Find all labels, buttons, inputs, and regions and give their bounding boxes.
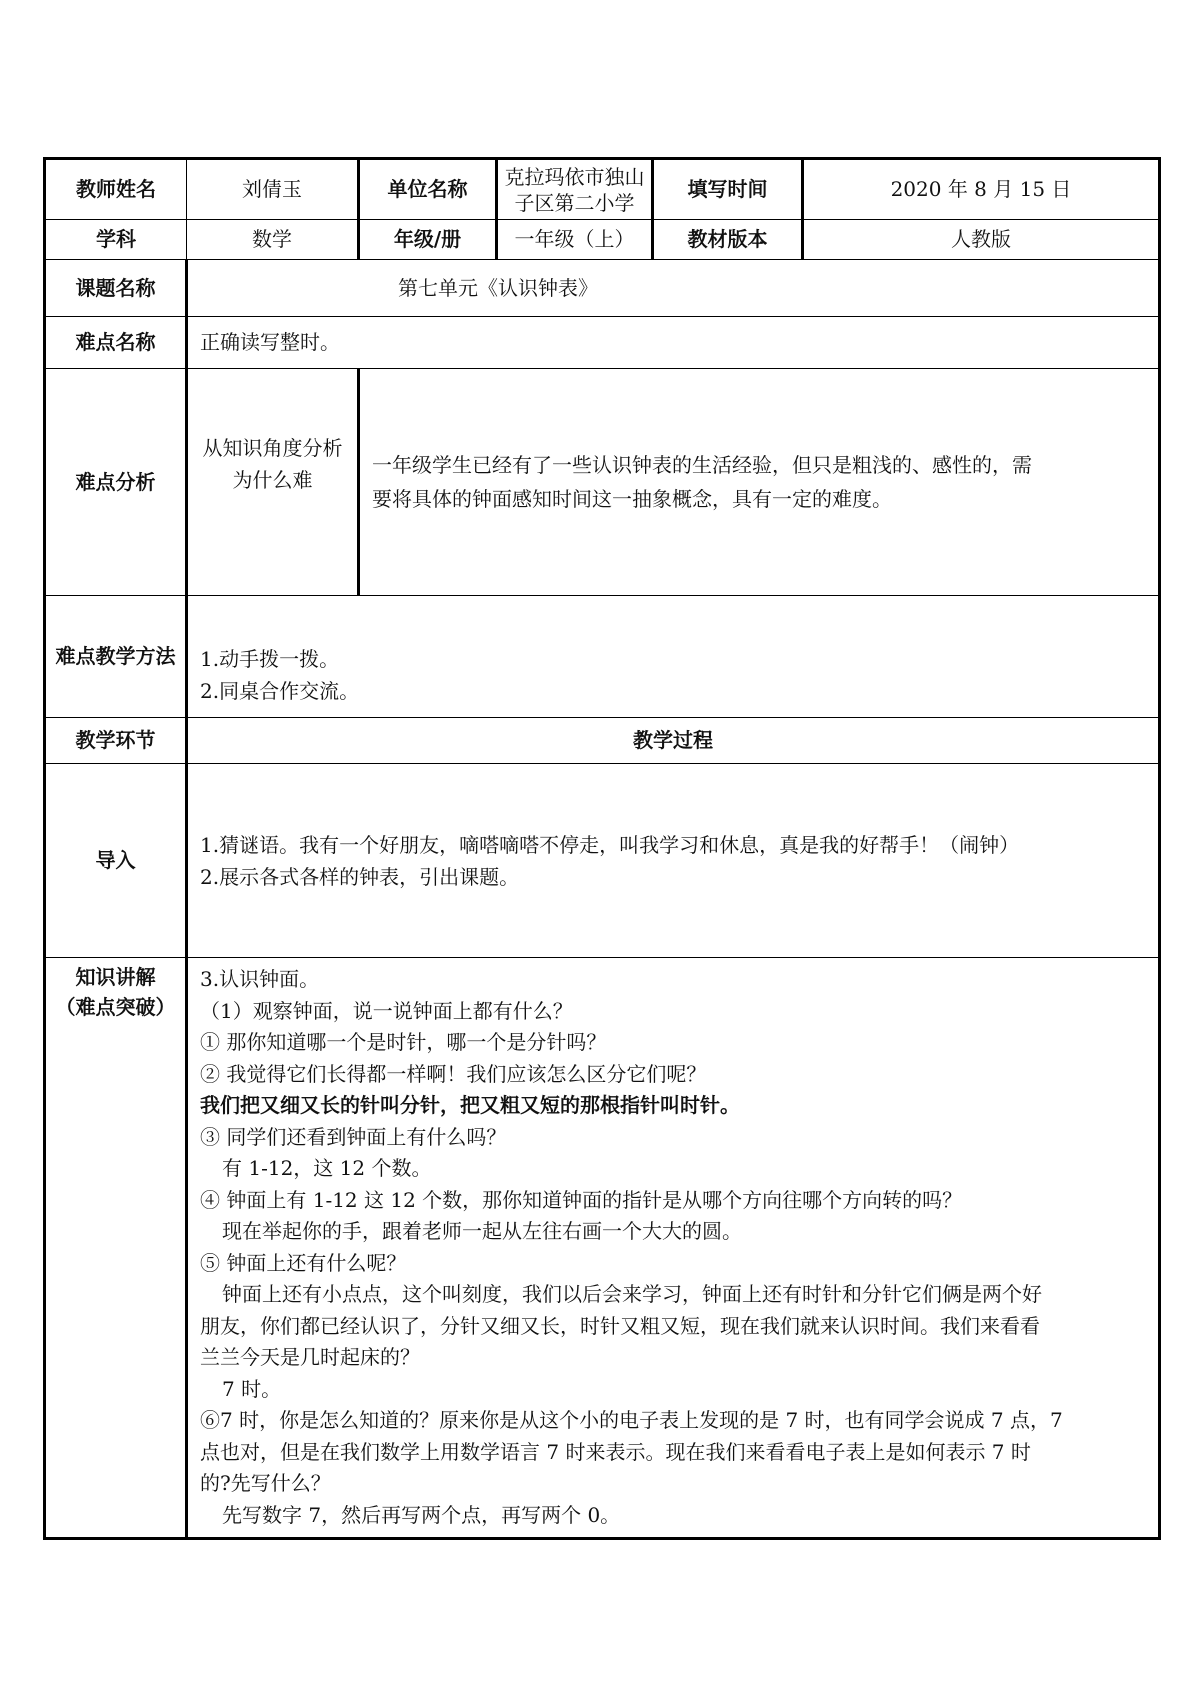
- analysis-sublabel: [187, 369, 359, 596]
- header-row-2: [45, 220, 1160, 260]
- topic-label: 课题名称: [45, 260, 187, 317]
- analysis-row: [45, 369, 1160, 596]
- grade-label: 年级/册: [359, 220, 497, 260]
- intro-line1: 1.猜谜语。我有一个好朋友，嘀嗒嘀嗒不停走，叫我学习和休息，真是我的好帮手！（闹钟）: [200, 832, 1020, 857]
- process-header-row: [45, 718, 1160, 764]
- knowledge-line: 点也对，但是在我们数学上用数学语言 7 时来表示。现在我们来看看电子表上是如何表示 7 时: [200, 1439, 1031, 1464]
- intro-line2: 2.展示各式各样的钟表，引出课题。: [200, 864, 520, 889]
- subject-value: 数学: [187, 220, 359, 260]
- edition-label: 教材版本: [653, 220, 803, 260]
- knowledge-line: ⑥7 时，你是怎么知道的？原来你是从这个小的电子表上发现的是 7 时，也有同学会说成 7 点，7: [200, 1408, 1063, 1432]
- knowledge-line: 3.认识钟面。: [200, 967, 320, 991]
- method-line1: 1.动手拨一拨。: [200, 646, 340, 671]
- unit-value: [497, 159, 653, 220]
- process-header-label: 教学过程: [187, 718, 1160, 764]
- knowledge-line: 我们把又细又长的针叫分针，把又粗又短的那根指针叫时针。: [200, 1093, 740, 1117]
- method-row: [45, 596, 1160, 718]
- unit-value-line1: 克拉玛依市独山: [504, 164, 645, 189]
- analysis-label: 难点分析: [45, 369, 187, 596]
- analysis-text-line2: 要将具体的钟面感知时间这一抽象概念，具有一定的难度。: [372, 487, 892, 511]
- difficulty-label: 难点名称: [45, 317, 187, 369]
- teacher-value: 刘倩玉: [187, 159, 359, 220]
- topic-row: [45, 260, 1160, 317]
- intro-value: [187, 764, 1160, 958]
- teacher-label: 教师姓名: [45, 159, 187, 220]
- analysis-text: [359, 369, 1160, 596]
- date-value: 2020 年 8 月 15 日: [803, 159, 1160, 220]
- topic-value-text: 第七单元《认识钟表》: [398, 275, 598, 300]
- intro-row: [45, 764, 1160, 958]
- knowledge-label: [45, 958, 187, 1539]
- unit-value-line2: 子区第二小学: [514, 190, 635, 215]
- difficulty-row: [45, 317, 1160, 369]
- knowledge-row: [45, 958, 1160, 1539]
- edition-value: 人教版: [803, 220, 1160, 260]
- topic-value: [187, 260, 1160, 317]
- stage-header-label: 教学环节: [45, 718, 187, 764]
- knowledge-line: ⑤ 钟面上还有什么呢？: [200, 1250, 407, 1275]
- unit-label: 单位名称: [359, 159, 497, 220]
- knowledge-line: （1）观察钟面，说一说钟面上都有什么？: [200, 998, 573, 1023]
- grade-value: 一年级（上）: [497, 220, 653, 260]
- knowledge-line: 朋友，你们都已经认识了，分针又细又长，时针又粗又短，现在我们就来认识时间。我们来看看: [200, 1313, 1040, 1338]
- knowledge-line: 的?先写什么？: [200, 1471, 331, 1495]
- lesson-plan-table: [43, 157, 1161, 1540]
- knowledge-line: ④ 钟面上有 1-12 这 12 个数，那你知道钟面的指针是从哪个方向往哪个方向转的吗？: [200, 1187, 963, 1212]
- intro-label: 导入: [45, 764, 187, 958]
- analysis-text-line1: 一年级学生已经有了一些认识钟表的生活经验，但只是粗浅的、感性的，需: [372, 453, 1032, 477]
- knowledge-line: ① 那你知道哪一个是时针，哪一个是分针吗？: [200, 1030, 607, 1054]
- knowledge-line: ② 我觉得它们长得都一样啊！我们应该怎么区分它们呢？: [200, 1061, 707, 1086]
- knowledge-line: ③ 同学们还看到钟面上有什么吗？: [200, 1124, 507, 1149]
- header-row-1: [45, 159, 1160, 220]
- method-line2: 2.同桌合作交流。: [200, 678, 360, 703]
- analysis-sublabel-line1: 从知识角度分析: [202, 436, 343, 460]
- knowledge-line: 有 1-12，这 12 个数。: [222, 1156, 432, 1180]
- method-value: [187, 596, 1160, 718]
- knowledge-line: 先写数字 7，然后再写两个点，再写两个 0。: [222, 1502, 621, 1527]
- knowledge-line: 兰兰今天是几时起床的？: [200, 1345, 420, 1369]
- knowledge-line: 钟面上还有小点点，这个叫刻度，我们以后会来学习，钟面上还有时针和分针它们俩是两个好: [222, 1282, 1042, 1306]
- knowledge-line: 7 时。: [222, 1376, 282, 1401]
- knowledge-content: [187, 958, 1160, 1539]
- date-label: 填写时间: [653, 159, 803, 220]
- knowledge-label-line1: 知识讲解: [75, 965, 156, 989]
- method-label: 难点教学方法: [45, 596, 187, 718]
- knowledge-line: 现在举起你的手，跟着老师一起从左往右画一个大大的圆。: [222, 1219, 742, 1243]
- subject-label: 学科: [45, 220, 187, 260]
- analysis-sublabel-line2: 为什么难: [232, 468, 313, 492]
- difficulty-value: 正确读写整时。: [187, 317, 1160, 369]
- knowledge-label-line2: （难点突破）: [55, 995, 176, 1019]
